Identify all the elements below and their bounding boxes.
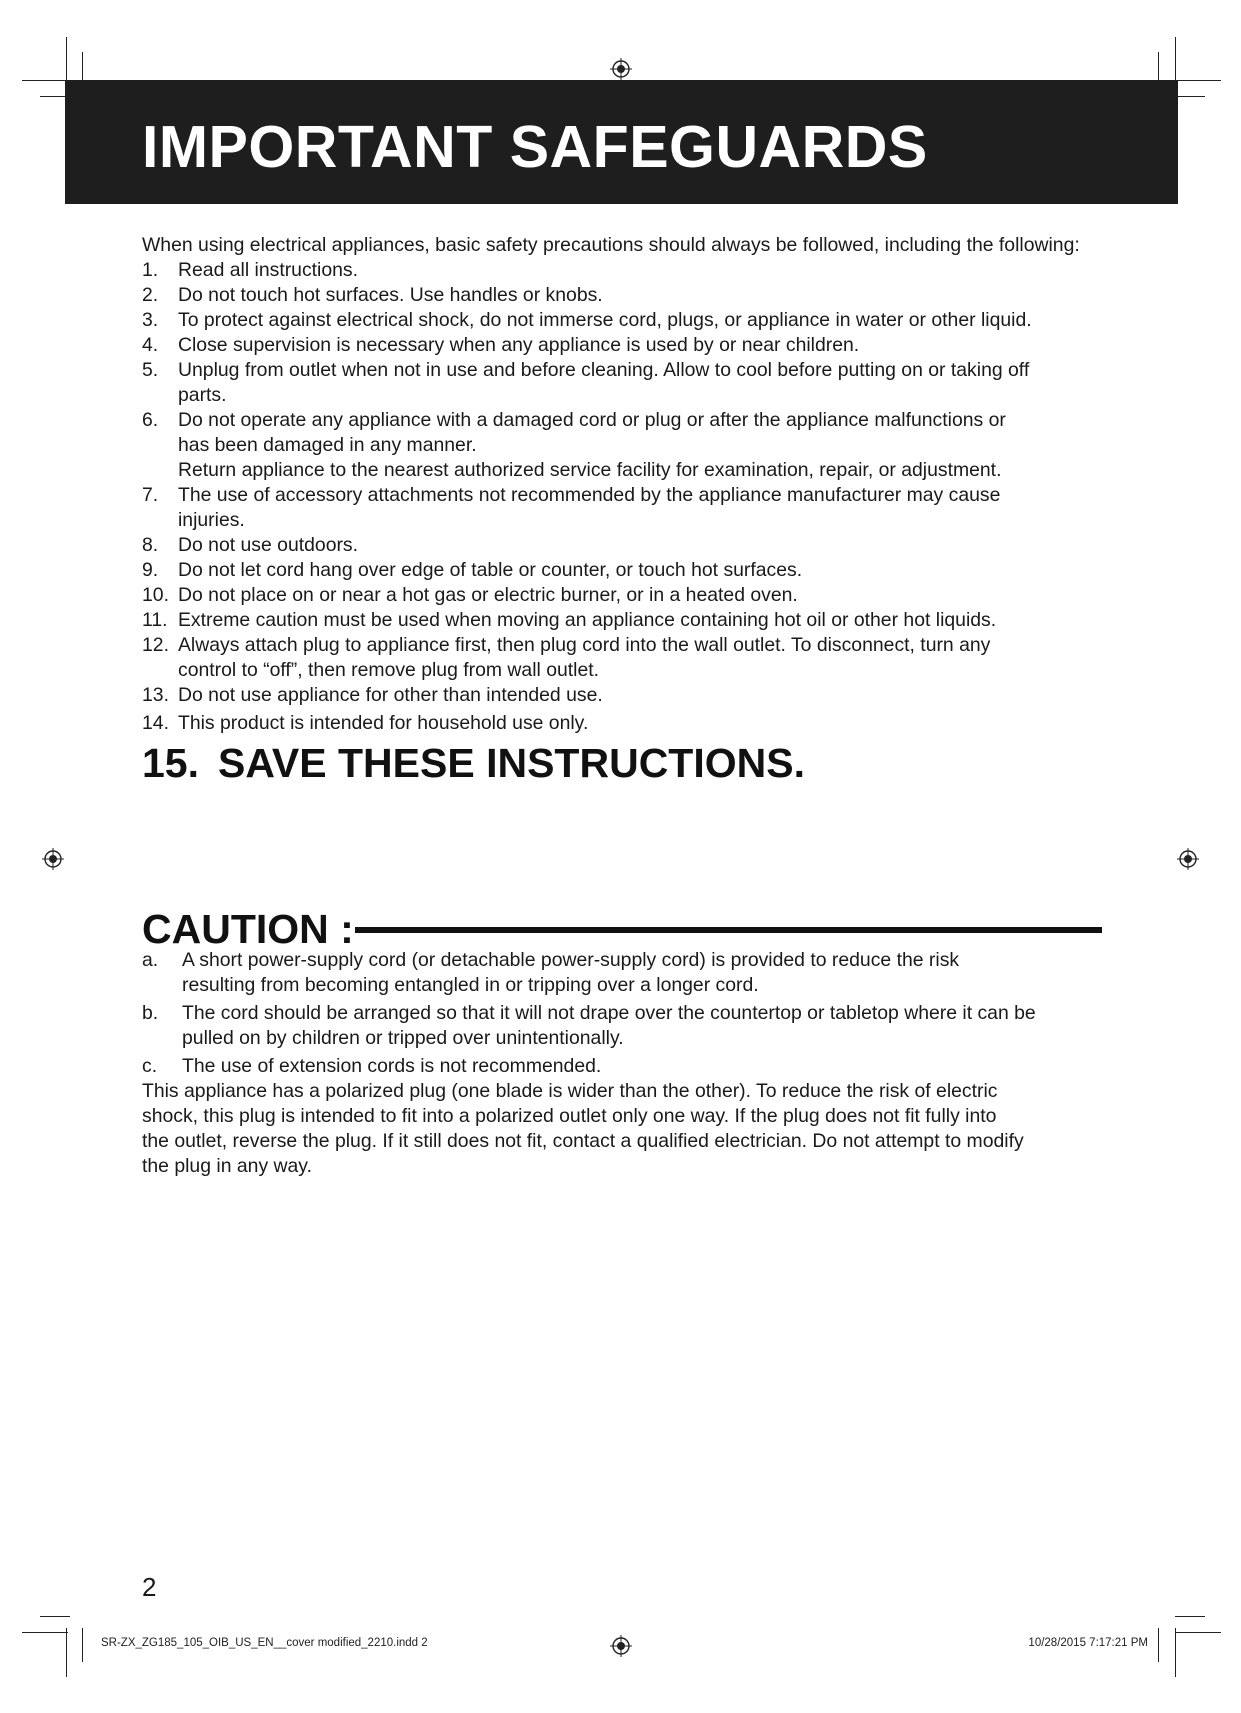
- note-line: This appliance has a polarized plug (one blade is wider than the other). To reduce the risk of electric: [142, 1080, 998, 1102]
- caution-title: CAUTION :: [142, 906, 354, 952]
- header-band: [65, 80, 1178, 204]
- caution-heading: [142, 904, 1102, 954]
- slug-file: SR-ZX_ZG185_105_OIB_US_EN__cover modified_2210.indd 2: [101, 1637, 428, 1649]
- item-text-line: Do not let cord hang over edge of table or counter, or touch hot surfaces.: [178, 559, 803, 581]
- list-item: [142, 533, 1102, 558]
- list-item: [142, 358, 1102, 408]
- crop-mark: [22, 1632, 68, 1633]
- note-line: the plug in any way.: [142, 1155, 312, 1177]
- intro-text: When using electrical appliances, basic safety precautions should always be followed, including the following:: [142, 234, 1080, 256]
- note-line: the outlet, reverse the plug. If it still does not fit, contact a qualified electrician. Do not attempt to modify: [142, 1130, 1024, 1152]
- registration-mark-icon: [610, 58, 632, 80]
- list-item: [142, 483, 1102, 533]
- caution-text-line: A short power-supply cord (or detachable power-supply cord) is provided to reduce the risk: [182, 949, 960, 971]
- caution-list: [142, 948, 1102, 1079]
- save-instructions-heading: [142, 740, 1102, 786]
- item-number: 8.: [142, 534, 159, 556]
- list-item: [142, 258, 1102, 283]
- item-text-line: Unplug from outlet when not in use and before cleaning. Allow to cool before putting on or taking off: [178, 359, 1030, 381]
- caution-text-line: The use of extension cords is not recommended.: [182, 1055, 602, 1077]
- save-text: SAVE THESE INSTRUCTIONS.: [218, 740, 805, 786]
- item-text-line: Always attach plug to appliance first, then plug cord into the wall outlet. To disconnect, turn any: [178, 634, 991, 656]
- note-line: shock, this plug is intended to fit into a polarized outlet only one way. If the plug does not fit fully into: [142, 1105, 997, 1127]
- caution-letter: c.: [142, 1055, 158, 1077]
- registration-mark-icon: [42, 848, 64, 870]
- item-number: 10.: [142, 584, 169, 606]
- list-item: [142, 558, 1102, 583]
- crop-mark: [1175, 80, 1221, 81]
- list-item: [142, 711, 1102, 736]
- item-text-line: Extreme caution must be used when moving an appliance containing hot oil or other hot liquids.: [178, 609, 997, 631]
- item-text-line: has been damaged in any manner.: [178, 434, 477, 456]
- item-number: 9.: [142, 559, 159, 581]
- crop-mark: [66, 1628, 67, 1677]
- list-item: [142, 633, 1102, 683]
- list-item: [142, 333, 1102, 358]
- page-number: 2: [142, 1572, 157, 1602]
- item-text-line: Do not touch hot surfaces. Use handles or knobs.: [178, 284, 603, 306]
- item-text-line: injuries.: [178, 509, 245, 531]
- item-number: 12.: [142, 634, 169, 656]
- item-text-line: parts.: [178, 384, 227, 406]
- save-number: 15.: [142, 740, 199, 786]
- list-item: [142, 583, 1102, 608]
- item-number: 14.: [142, 712, 169, 734]
- item-text-line: Do not operate any appliance with a damaged cord or plug or after the appliance malfunctions or: [178, 409, 1006, 431]
- caution-item: [142, 1054, 1102, 1079]
- list-item: [142, 608, 1102, 633]
- caution-rule: [355, 927, 1102, 933]
- item-number: 7.: [142, 484, 159, 506]
- item-number: 1.: [142, 259, 159, 281]
- item-text-line: Read all instructions.: [178, 259, 358, 281]
- caution-item: [142, 948, 1102, 998]
- item-number: 5.: [142, 359, 159, 381]
- caution-text-line: The cord should be arranged so that it will not drape over the countertop or tabletop where it can be: [182, 1002, 1036, 1024]
- crop-mark: [1158, 1628, 1159, 1662]
- item-text-line: Return appliance to the nearest authorized service facility for examination, repair, or adjustment.: [178, 459, 1002, 481]
- item-number: 3.: [142, 309, 159, 331]
- safeguards-section: [142, 233, 1102, 786]
- crop-mark: [1175, 96, 1205, 97]
- item-number: 13.: [142, 684, 169, 706]
- crop-mark: [22, 80, 68, 81]
- item-number: 6.: [142, 409, 159, 431]
- caution-text-line: resulting from becoming entangled in or tripping over a longer cord.: [182, 974, 759, 996]
- polarized-plug-note: [142, 1079, 1102, 1179]
- crop-mark: [66, 37, 67, 86]
- crop-mark: [1175, 1632, 1221, 1633]
- list-item: [142, 683, 1102, 708]
- caution-letter: a.: [142, 949, 159, 971]
- crop-mark: [1175, 1628, 1176, 1677]
- caution-body: [142, 948, 1102, 1179]
- item-text-line: To protect against electrical shock, do not immerse cord, plugs, or appliance in water or other liquid.: [178, 309, 1032, 331]
- caution-text-line: pulled on by children or tripped over unintentionally.: [182, 1027, 624, 1049]
- registration-mark-icon: [610, 1635, 632, 1657]
- page-title: IMPORTANT SAFEGUARDS: [142, 114, 928, 180]
- caution-item: [142, 1001, 1102, 1051]
- crop-mark: [40, 1616, 70, 1617]
- item-text-line: Do not place on or near a hot gas or electric burner, or in a heated oven.: [178, 584, 798, 606]
- item-text-line: Do not use outdoors.: [178, 534, 359, 556]
- crop-mark: [1175, 1616, 1205, 1617]
- item-number: 2.: [142, 284, 159, 306]
- list-item: [142, 308, 1102, 333]
- caution-letter: b.: [142, 1002, 159, 1024]
- item-number: 11.: [142, 609, 168, 631]
- item-text-line: control to “off”, then remove plug from wall outlet.: [178, 659, 600, 681]
- list-item: [142, 283, 1102, 308]
- list-item: [142, 408, 1102, 483]
- safeguard-list: [142, 258, 1102, 736]
- registration-mark-icon: [1177, 848, 1199, 870]
- item-text-line: Do not use appliance for other than intended use.: [178, 684, 603, 706]
- slug-date: 10/28/2015 7:17:21 PM: [1028, 1637, 1148, 1649]
- item-text-line: This product is intended for household use only.: [178, 712, 589, 734]
- crop-mark: [1175, 37, 1176, 86]
- item-text-line: The use of accessory attachments not recommended by the appliance manufacturer may cause: [178, 484, 1001, 506]
- item-number: 4.: [142, 334, 159, 356]
- crop-mark: [82, 1628, 83, 1662]
- item-text-line: Close supervision is necessary when any appliance is used by or near children.: [178, 334, 860, 356]
